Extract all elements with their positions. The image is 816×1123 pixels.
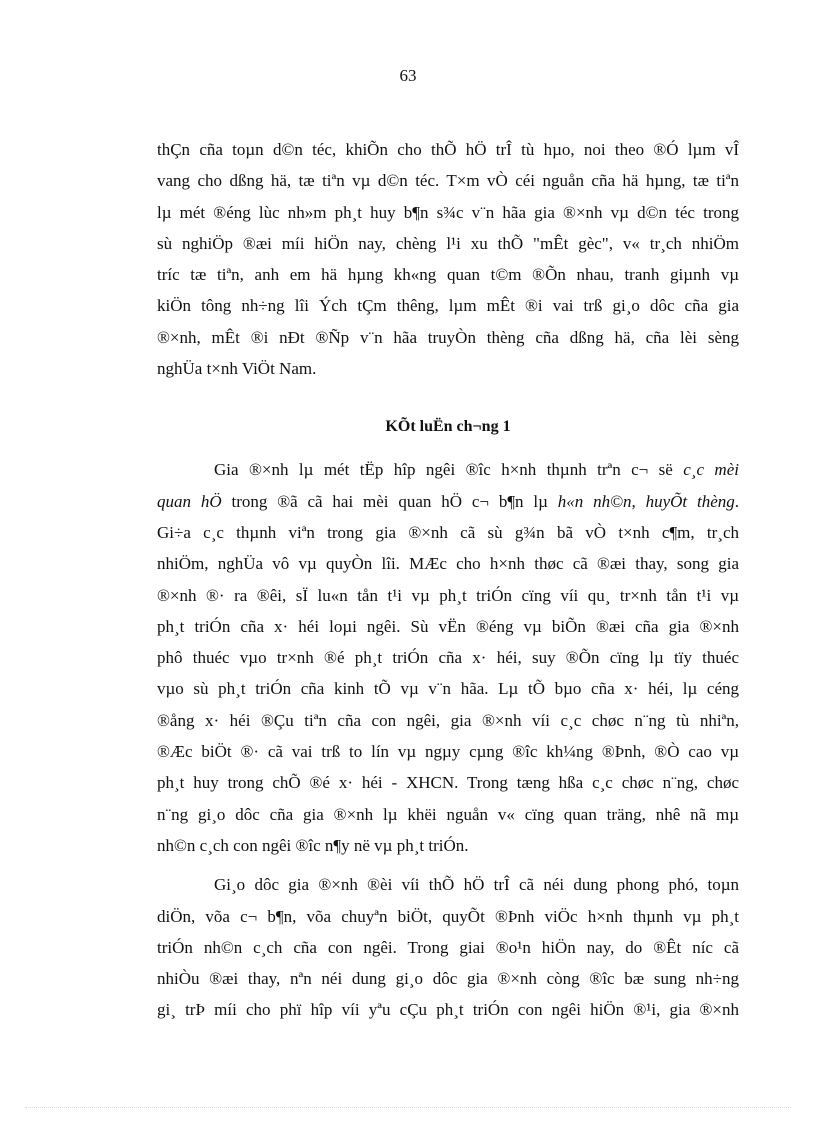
text-line: kiÖn tông nh÷ng lîi Ých tÇm thêng, lµm mÊt ®i vai trß gi¸o dôc cña gia bbox=[157, 296, 739, 316]
italic-text: quan hÖ bbox=[157, 491, 222, 511]
text-line: vµo sù ph¸t triÓn cña kinh tÕ vµ v¨n hãa. Lµ tÕ bµo cña x· héi, lµ céng bbox=[157, 679, 739, 699]
paragraph-2 bbox=[157, 454, 739, 861]
document-body bbox=[157, 134, 739, 1026]
text-line: ph¸t huy trong chÕ ®é x· héi - XHCN. Trong tæng hßa c¸c chøc n¨ng, chøc bbox=[157, 773, 739, 793]
text-run: trong ®ã cã hai mèi quan hÖ c¬ b¶n lµ bbox=[221, 491, 558, 511]
italic-text: h«n nh©n, huyÕt thèng bbox=[557, 491, 735, 511]
text-line: lµ mét ®éng lùc nh»m ph¸t huy b¶n s¾c v¨n hãa gia ®×nh vµ d©n téc trong bbox=[157, 202, 739, 222]
text-line: thÇn cña toµn d©n téc, khiÕn cho thÕ hÖ trÎ tù hµo, noi theo ®Ó lµm vÎ bbox=[157, 140, 739, 159]
text-line bbox=[157, 454, 739, 485]
text-line: Gi÷a c¸c thµnh viªn trong gia ®×nh cã sù g¾n bã vÒ t×nh c¶m, tr¸ch bbox=[157, 522, 739, 542]
text-line: nhiÒu ®æi thay, nªn néi dung gi¸o dôc gia ®×nh còng ®îc bæ sung nh÷ng bbox=[157, 969, 739, 989]
italic-text: c¸c mèi bbox=[683, 460, 739, 480]
text-line: phô thuéc vµo tr×nh ®é ph¸t triÓn cña x· héi, suy ®Õn cïng lµ tïy thuéc bbox=[157, 648, 739, 668]
text-line: sù nghiÖp ®æi míi hiÖn nay, chèng l¹i xu thÕ "mÊt gèc", v« tr¸ch nhiÖm bbox=[157, 233, 739, 253]
text-run: Gia ®×nh lµ mét tËp hîp ngêi ®îc h×nh thµnh trªn c¬ së bbox=[214, 460, 684, 480]
text-line: ®×nh, mÊt ®i nÐt ®Ñp v¨n hãa truyÒn thèng cña dßng hä, cña lèi sèng bbox=[157, 327, 739, 347]
text-line: n¨ng gi¸o dôc cña gia ®×nh lµ khëi nguån v« cïng quan träng, nhê nã mµ bbox=[157, 804, 739, 824]
text-line: ph¸t triÓn cña x· héi loµi ngêi. Sù vËn ®éng vµ biÕn ®æi cña gia ®×nh bbox=[157, 616, 739, 636]
page-number: 63 bbox=[399, 66, 417, 85]
text-line: nh©n c¸ch con ngêi ®îc n¶y në vµ ph¸t triÓn. bbox=[157, 835, 469, 855]
text-run: . bbox=[734, 491, 739, 511]
text-line: triÓn nh©n c¸ch cña con ngêi. Trong giai ®o¹n hiÖn nay, do ®Êt níc cã bbox=[157, 937, 739, 957]
text-line bbox=[157, 486, 739, 517]
text-line: ®×nh ®· ra ®êi, sÏ lu«n tån t¹i vµ ph¸t triÓn cïng víi qu¸ tr×nh tån t¹i vµ bbox=[157, 585, 739, 605]
text-line: tríc tæ tiªn, anh em hä hµng kh«ng quan t©m ®Õn nhau, tranh giµnh vµ bbox=[157, 265, 739, 285]
text-line: Gi¸o dôc gia ®×nh ®èi víi thÕ hÖ trÎ cã néi dung phong phó, toµn bbox=[214, 875, 739, 895]
text-line: nhiÖm, nghÜa vô vµ quyÒn lîi. MÆc cho h×nh thøc cã ®æi thay, song gia bbox=[157, 554, 739, 574]
paragraph-1 bbox=[157, 134, 739, 384]
section-heading: KÕt luËn ch¬ng 1 bbox=[385, 418, 511, 436]
text-line: ®ång x· héi ®Çu tiªn cña con ngêi, gia ®×nh víi c¸c chøc n¨ng tù nhiªn, bbox=[157, 710, 739, 730]
text-line: nghÜa t×nh ViÖt Nam. bbox=[157, 359, 317, 379]
page-bottom-divider bbox=[25, 1107, 791, 1108]
text-line: diÖn, võa c¬ b¶n, võa chuyªn biÖt, quyÕt ®Þnh viÖc h×nh thµnh vµ ph¸t bbox=[157, 906, 739, 926]
text-line: vang cho dßng hä, tæ tiªn vµ d©n téc. T×m vÒ céi nguån cña hä hµng, tæ tiªn bbox=[157, 171, 739, 191]
paragraph-3 bbox=[157, 869, 739, 1025]
text-line: ®Æc biÖt ®· cã vai trß to lín vµ ngµy cµng ®îc kh¼ng ®Þnh, ®Ò cao vµ bbox=[157, 742, 739, 762]
text-line: gi¸ trÞ míi cho phï hîp víi yªu cÇu ph¸t triÓn con ngêi hiÖn ®¹i, gia ®×nh bbox=[157, 1000, 739, 1020]
